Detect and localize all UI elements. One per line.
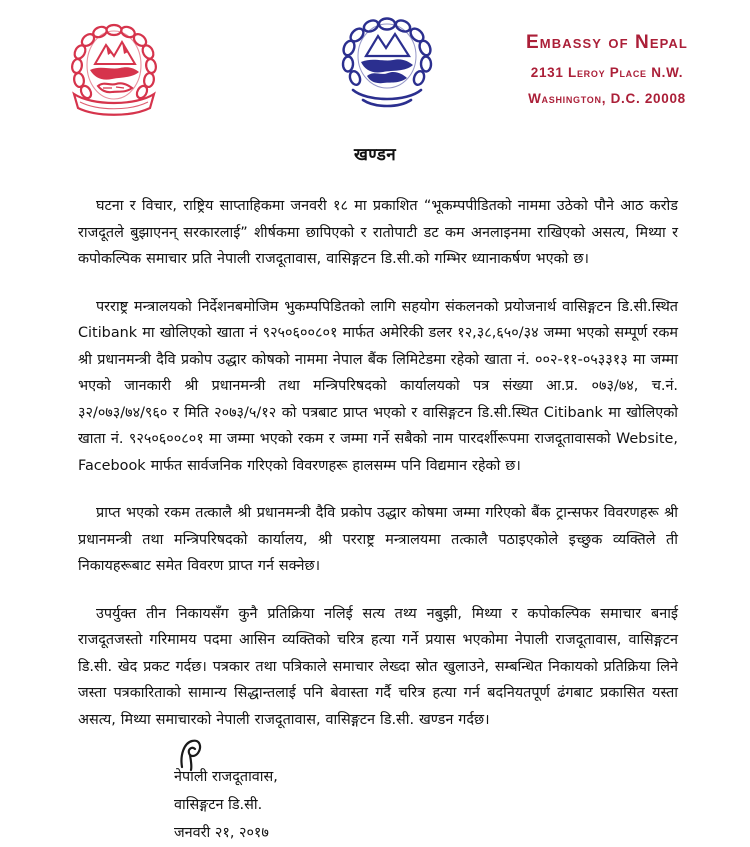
paragraph-2: परराष्ट्र मन्त्रालयको निर्देशनबमोजिम भुकम्पपिडितको लागि सहयोग संकलनको प्रयोजनार्थ वासिङ्गटन डि.सी.स्थित Citibank मा खोलिएको खाता नं ९२५०६००८०१ मार्फत अमेरिकी डलर १२,३८,६५०/३४ जम्मा भएको सम्पूर्ण रकम श्री प्रधानमन्त्री दैवि प्रकोप उद्धार कोषको नाममा नेपाल बैंक लिमिटेडमा रहेको खाता नं. ००२-११-०५३३१३ मा जम्मा भएको जानकारी श्री प्रधानमन्त्री तथा मन्त्रिपरिषदको कार्यालयको पत्र संख्या आ.प्र. ०७३/७४, च.नं. ३२/०७३/७४/९६० र मिति २०७३/५/१२ को पत्रबाट प्राप्त भएको र वासिङ्गटन डि.सी.स्थित Citibank मा खोलिएको खाता नं. ९२५०६००८०१ मा जम्मा भएको रकम र जम्मा गर्ने सबैको नाम पारदर्शीरूपमा राजदूतावासको Website, Facebook मार्फत सार्वजनिक गरिएको विवरणहरू हालसम्म पनि विद्यमान रहेको छ। [78,298,678,474]
letterhead [0,0,750,120]
paragraph-4: उपर्युक्त तीन निकायसँग कुनै प्रतिक्रिया नलिई सत्य तथ्य नबुझी, मिथ्या र कपोकल्पिक समाचार बनाई राजदूतजस्तो गरिमामय पदमा आसिन व्यक्तिको चरित्र हत्या गर्ने प्रयास भएकोमा नेपाली राजदूतावास, वासिङ्गटन डि.सी. खेद प्रकट गर्दछ। पत्रकार तथा पत्रिकाले समाचार लेख्दा स्रोत खुलाउने, सम्बन्धित निकायको प्रतिक्रिया लिने जस्ता पत्रकारिताको सामान्य सिद्धान्तलाई पनि बेवास्ता गर्दै चरित्र हत्या गर्न बदनियतपूर्ण ढंगबाट प्रकासित यस्ता असत्य, मिथ्या समाचारको नेपाली राजदूतावास, वासिङ्गटन डि.सी. खण्डन गर्दछ। [78,605,678,728]
embassy-city-zip: Washington, D.C. 20008 [528,90,686,106]
document-body [0,193,750,847]
handwritten-signature [176,737,220,771]
signature-date: जनवरी २१, २०१७ [174,825,269,842]
paragraph-1: घटना र विचार, राष्ट्रिय साप्ताहिकमा जनवरी १८ मा प्रकाशित “भूकम्पपीडितको नाममा उठेको पौने आठ करोड राजदूतले बुझाएनन् सरकारलाई” शीर्षकमा छापिएको र रातोपाटी डट कम अनलाइनमा राखिएको असत्य, मिथ्या र कपोकल्पिक समाचार प्रति नेपाली राजदूतावास, वासिङ्गटन डि.सी.को गम्भिर ध्यानाकर्षण भएको छ। [78,198,678,267]
embassy-address-block [478,32,736,106]
signature-organization: नेपाली राजदूतावास, [174,769,278,785]
page-title: खण्डन [353,145,397,165]
paragraph-3: प्राप्त भएको रकम तत्कालै श्री प्रधानमन्त्री दैवि प्रकोप उद्धार कोषमा जम्मा गरिएको बैंक ट्रान्सफर विवरणहरू श्री प्रधानमन्त्री तथा मन्त्रिपरिषदको कार्यालय, श्री परराष्ट्र मन्त्रालयमा तत्कालै पठाइएकोले इच्छुक व्यक्तिले ती निकायहरूबाट समेत विवरण प्राप्त गर्न सक्नेछ। [78,505,678,574]
signature-block [78,763,678,847]
embassy-seal-devanagari [333,12,441,118]
embassy-name: Embassy of Nepal [526,32,688,53]
embassy-street-address: 2131 Leroy Place N.W. [530,64,684,80]
signature-location: वासिङ्गटन डि.सी. [174,797,263,814]
nepal-coat-of-arms-emblem [62,18,166,118]
